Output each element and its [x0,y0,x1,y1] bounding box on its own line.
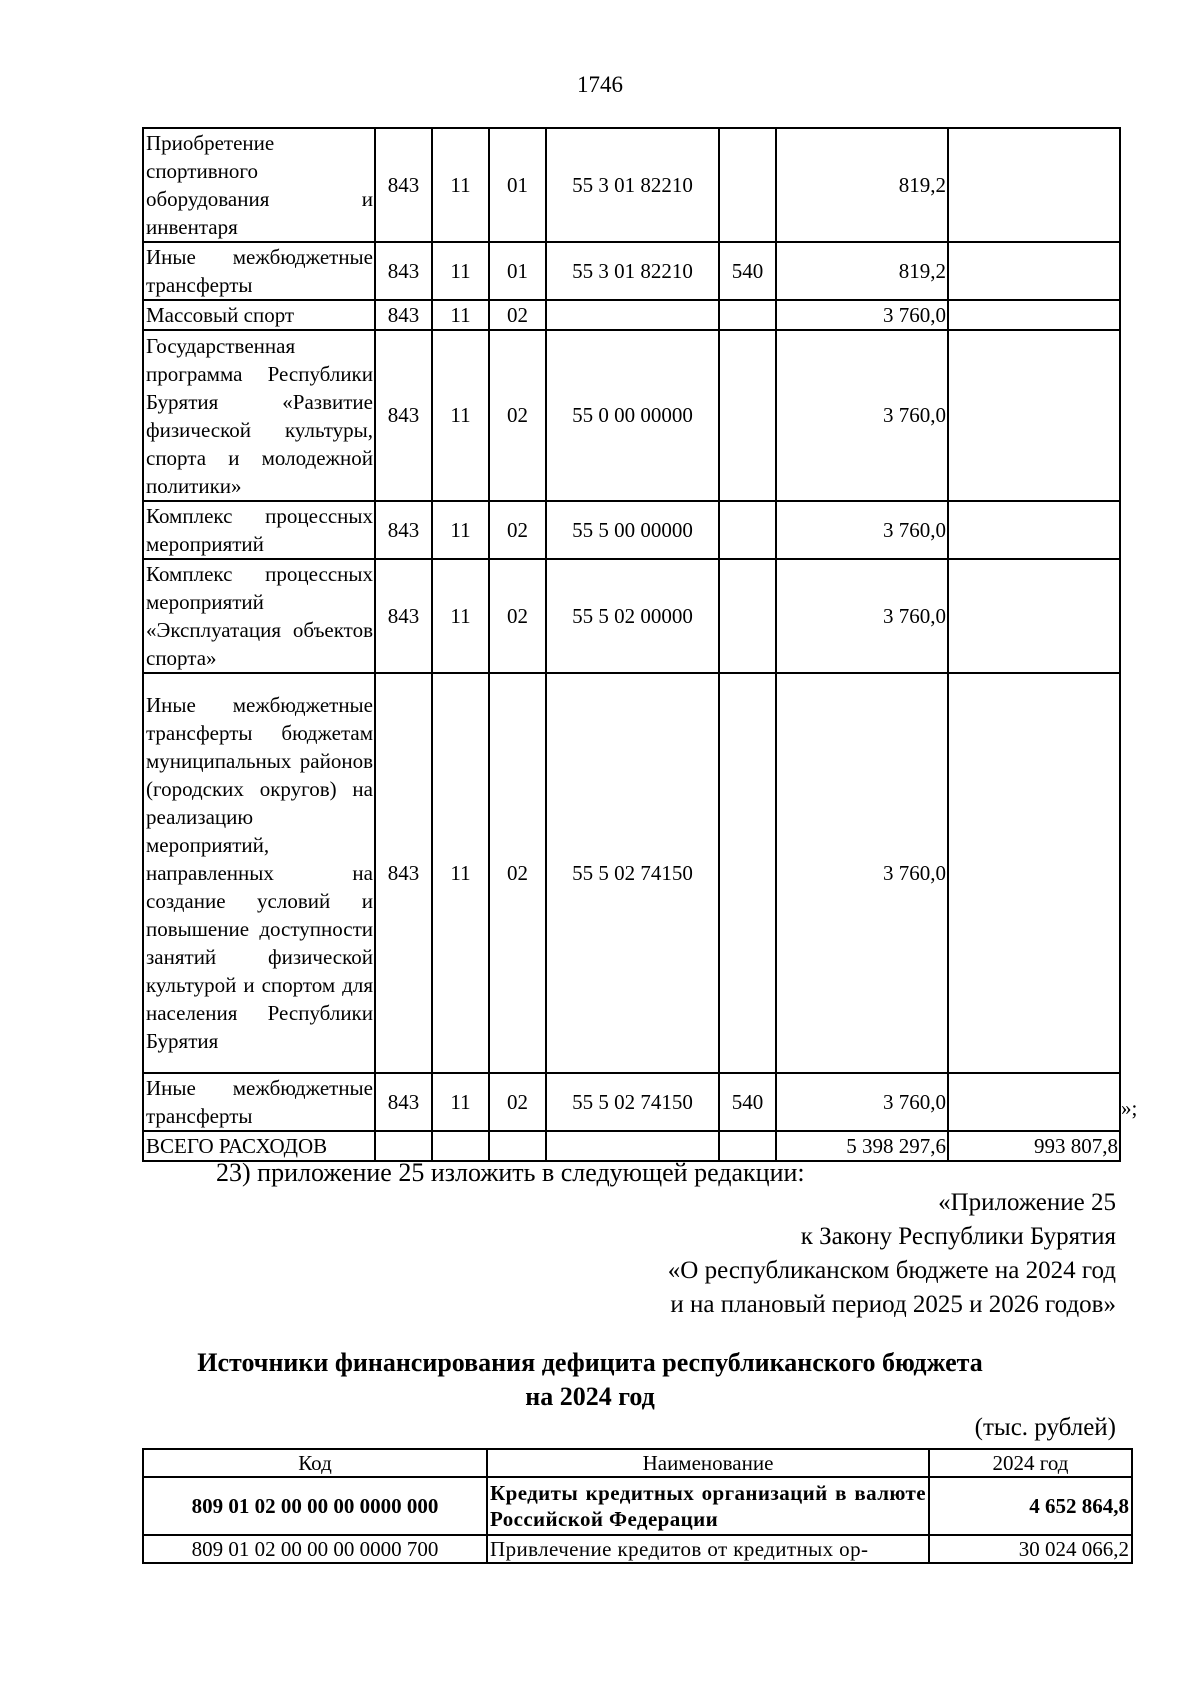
row-sum2 [948,242,1120,300]
row-name: Привлечение кредитов от кредитных ор- [487,1535,929,1563]
row-sum1: 3 760,0 [776,330,948,501]
row-sum2 [948,300,1120,330]
table-row [143,300,1120,330]
row-pr: 01 [489,128,546,242]
row-pr: 02 [489,300,546,330]
table-total-row [143,1131,1120,1161]
row-vr [719,128,776,242]
row-csr: 55 5 02 74150 [546,673,719,1073]
row-sum2: 993 807,8 [948,1131,1120,1161]
row-value: 30 024 066,2 [929,1535,1132,1563]
row-vr [719,501,776,559]
closing-quote-mark: »; [1121,1096,1138,1120]
row-name: Государственная программа Республики Бурятия «Развитие физической культуры, спорта и молодежной политики» [143,330,375,501]
page-number: 1746 [577,72,623,97]
table-row [143,242,1120,300]
expenditure-table [142,127,1121,1162]
appendix-line-4: и на плановый период 2025 и 2026 годов» [670,1291,1116,1318]
row-rz: 11 [432,300,489,330]
table-row [143,501,1120,559]
table-row [143,1073,1120,1131]
row-sum1: 3 760,0 [776,501,948,559]
row-vr [719,673,776,1073]
amendment-paragraph: 23) приложение 25 изложить в следующей редакции: [216,1158,805,1187]
row-pr: 02 [489,673,546,1073]
header-code: Код [143,1449,487,1477]
row-ved: 843 [375,242,432,300]
row-csr [546,300,719,330]
table-row [143,559,1120,673]
row-vr [719,1131,776,1161]
row-rz [432,1131,489,1161]
row-code: 809 01 02 00 00 00 0000 700 [143,1535,487,1563]
row-rz: 11 [432,242,489,300]
row-ved: 843 [375,673,432,1073]
appendix-header [556,1186,1116,1322]
appendix-line-3: «О республиканском бюджете на 2024 год [667,1257,1116,1284]
row-rz: 11 [432,1073,489,1131]
row-sum1: 819,2 [776,242,948,300]
row-name: Комплекс процессных мероприятий [143,501,375,559]
row-ved: 843 [375,330,432,501]
header-year: 2024 год [929,1449,1132,1477]
row-rz: 11 [432,673,489,1073]
row-sum2 [948,330,1120,501]
row-ved: 843 [375,501,432,559]
row-rz: 11 [432,501,489,559]
row-ved: 843 [375,300,432,330]
table-row [143,128,1120,242]
row-csr: 55 3 01 82210 [546,128,719,242]
row-ved: 843 [375,559,432,673]
row-pr: 02 [489,1073,546,1131]
row-sum1: 3 760,0 [776,1073,948,1131]
row-pr [489,1131,546,1161]
row-csr [546,1131,719,1161]
row-sum1: 3 760,0 [776,300,948,330]
row-vr: 540 [719,242,776,300]
row-vr [719,300,776,330]
row-value: 4 652 864,8 [929,1477,1132,1535]
table-header-row [143,1449,1132,1477]
row-csr: 55 3 01 82210 [546,242,719,300]
row-pr: 01 [489,242,546,300]
row-rz: 11 [432,330,489,501]
document-title [140,1346,1040,1414]
row-sum1: 3 760,0 [776,673,948,1073]
row-name: Иные межбюджетные трансферты [143,1073,375,1131]
row-sum2 [948,1073,1120,1131]
row-vr [719,330,776,501]
row-name: Массовый спорт [143,300,375,330]
table-row [143,1535,1132,1563]
table-row [143,673,1120,1073]
row-name: Кредиты кредитных организаций в валюте Российской Федерации [487,1477,929,1535]
row-csr: 55 5 02 74150 [546,1073,719,1131]
row-sum2 [948,559,1120,673]
row-csr: 55 5 02 00000 [546,559,719,673]
row-name: Иные межбюджетные трансферты [143,242,375,300]
row-sum1: 3 760,0 [776,559,948,673]
row-name: Приобретение спортивного оборудования и инвентаря [143,128,375,242]
row-ved [375,1131,432,1161]
title-line-1: Источники финансирования дефицита республиканского бюджета [197,1348,983,1377]
row-rz: 11 [432,128,489,242]
row-pr: 02 [489,559,546,673]
table-row [143,330,1120,501]
header-name: Наименование [487,1449,929,1477]
row-rz: 11 [432,559,489,673]
row-sum1: 5 398 297,6 [776,1131,948,1161]
row-ved: 843 [375,128,432,242]
row-pr: 02 [489,330,546,501]
row-code: 809 01 02 00 00 00 0000 000 [143,1477,487,1535]
row-pr: 02 [489,501,546,559]
row-name: Иные межбюджетные трансферты бюджетам муниципальных районов (городских округов) на реализацию мероприятий, направленных на создание условий и повышение доступности занятий физической культурой и спортом для населения Республики Бурятия [143,673,375,1073]
row-name: Комплекс процессных мероприятий «Эксплуатация объектов спорта» [143,559,375,673]
row-sum2 [948,501,1120,559]
row-name: ВСЕГО РАСХОДОВ [143,1131,375,1161]
table-row [143,1477,1132,1535]
row-sum1: 819,2 [776,128,948,242]
row-sum2 [948,128,1120,242]
row-csr: 55 0 00 00000 [546,330,719,501]
financing-sources-table [142,1448,1133,1564]
row-csr: 55 5 00 00000 [546,501,719,559]
units-label: (тыс. рублей) [974,1414,1116,1441]
appendix-line-2: к Закону Республики Бурятия [800,1223,1116,1250]
row-sum2 [948,673,1120,1073]
row-ved: 843 [375,1073,432,1131]
appendix-line-1: «Приложение 25 [938,1189,1116,1216]
title-line-2: на 2024 год [525,1382,655,1411]
row-vr [719,559,776,673]
row-vr: 540 [719,1073,776,1131]
